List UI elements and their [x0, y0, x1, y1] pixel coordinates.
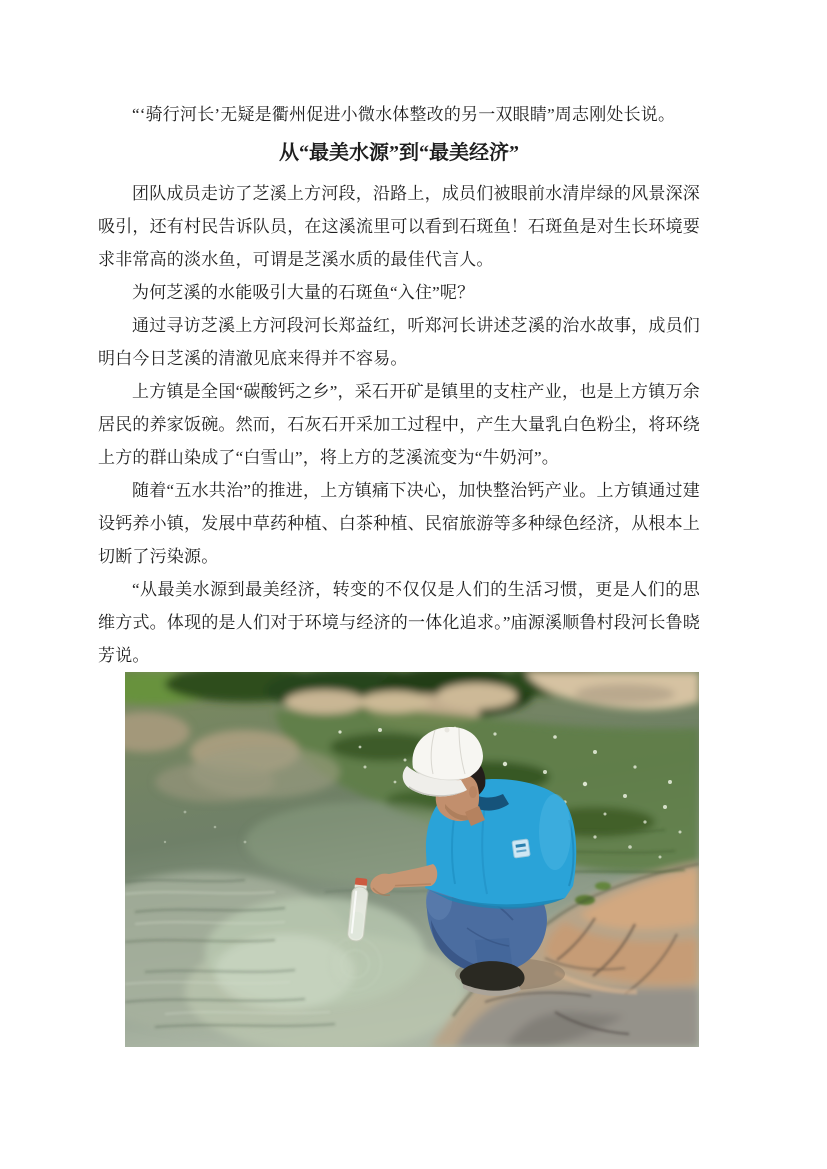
paragraph-5: 随着“五水共治”的推进，上方镇痛下决心，加快整治钙产业。上方镇通过建设钙养小镇，发展中草药种植、白茶种植、民宿旅游等多种绿色经济，从根本上切断了污染源。	[98, 481, 700, 566]
river-photo-illustration	[125, 672, 699, 1047]
sleeve-badge	[512, 839, 530, 858]
paragraph-6: “从最美水源到最美经济，转变的不仅仅是人们的生活习惯，更是人们的思维方式。体现的是人们对于环境与经济的一体化追求。”庙源溪顺鲁村段河长鲁晓芳说。	[98, 580, 700, 665]
paragraph-2: 为何芝溪的水能吸引大量的石斑鱼“入住”呢？	[132, 283, 475, 302]
paragraph-3: 通过寻访芝溪上方河段河长郑益红，听郑河长讲述芝溪的治水故事，成员们明白今日芝溪的清澈见底来得并不容易。	[98, 316, 700, 368]
intro-quote: “‘骑行河长’无疑是衢州促进小微水体整改的另一双眼睛”周志刚处长说。	[132, 105, 676, 124]
front-shoe	[460, 961, 525, 996]
river-sampling-photo	[125, 672, 699, 1047]
paragraph-4: 上方镇是全国“碳酸钙之乡”，采石开矿是镇里的支柱产业，也是上方镇万余居民的养家饭碗。然而，石灰石开采加工过程中，产生大量乳白色粉尘，将环绕上方的群山染成了“白雪山”，将上方的芝溪流变为“牛奶河”。	[98, 382, 700, 467]
section-heading: 从“最美水源”到“最美经济”	[279, 142, 519, 164]
paragraph-1: 团队成员走访了芝溪上方河段，沿路上，成员们被眼前水清岸绿的风景深深吸引，还有村民告诉队员，在这溪流里可以看到石斑鱼！石斑鱼是对生长环境要求非常高的淡水鱼，可谓是芝溪水质的最佳代言人。	[98, 184, 700, 269]
